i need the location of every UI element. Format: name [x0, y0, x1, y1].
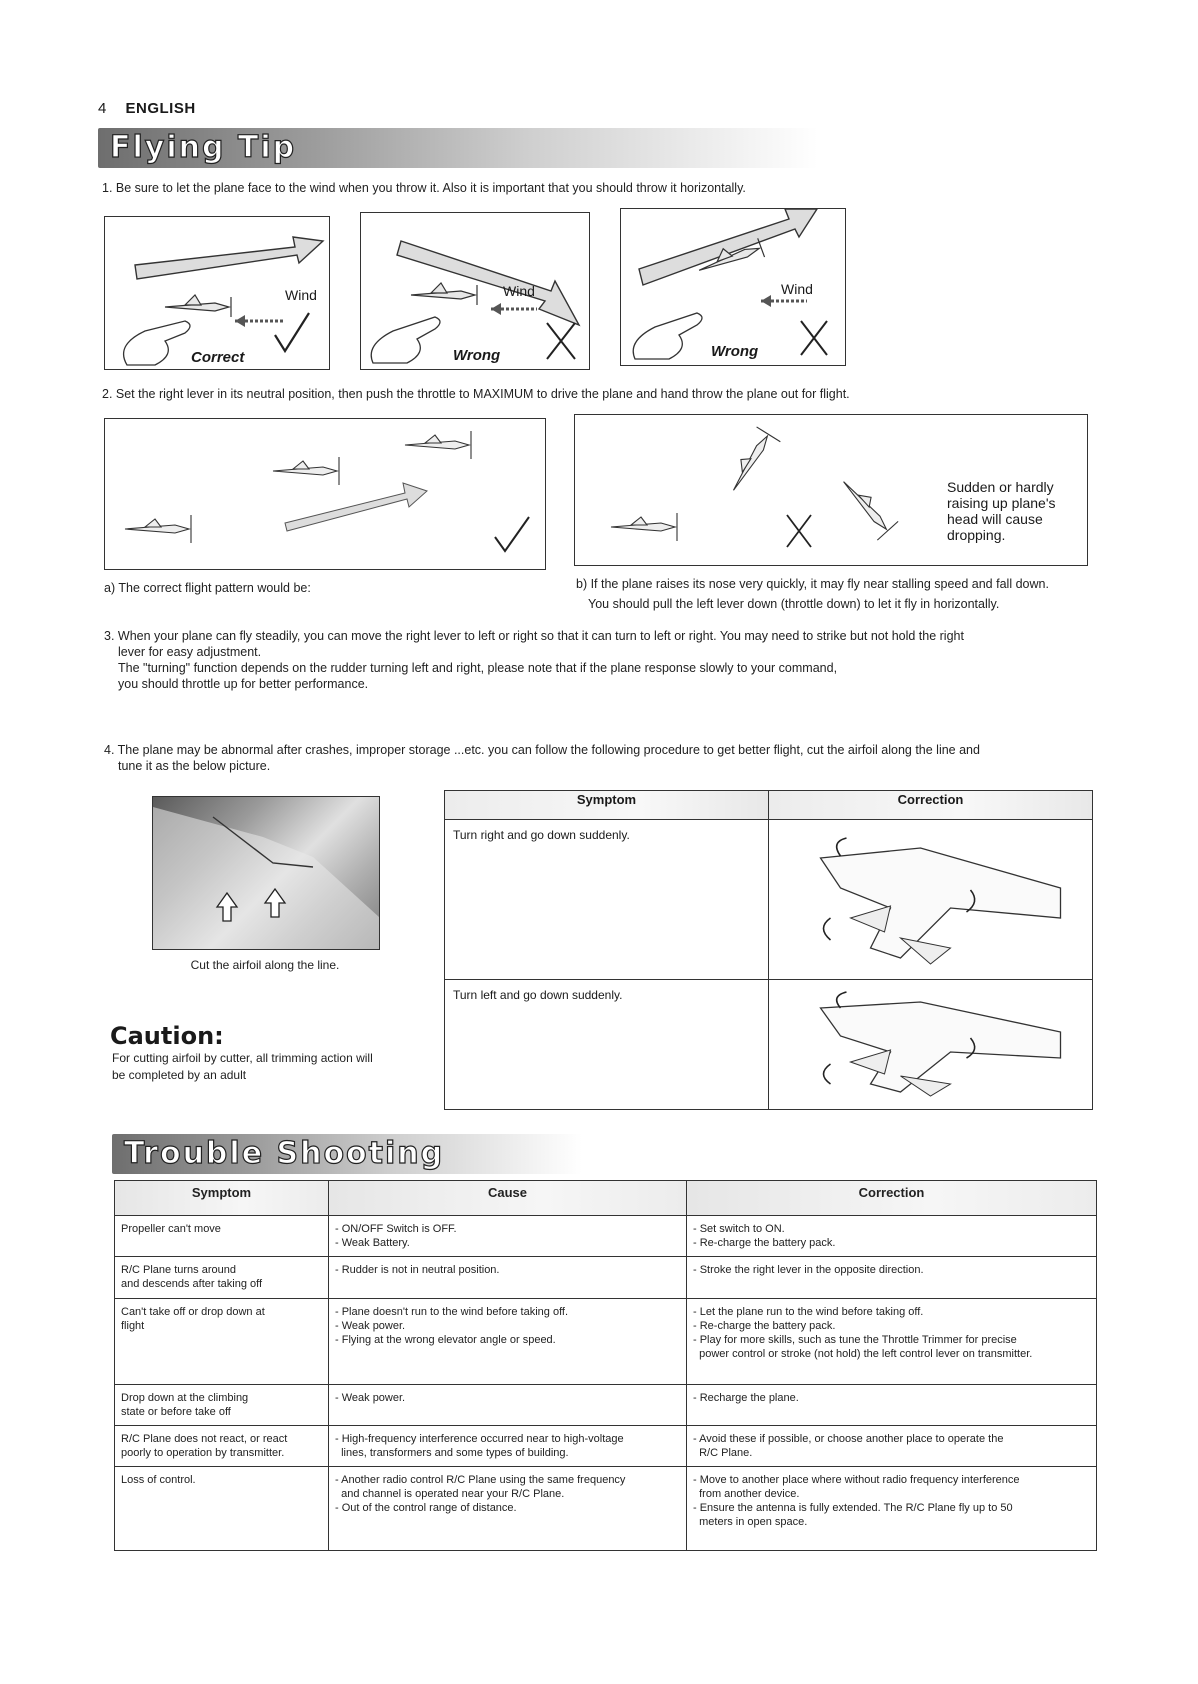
cause-cell	[329, 1216, 687, 1257]
verdict-wrong: Wrong	[711, 343, 759, 360]
column-header-symptom: Symptom	[445, 791, 769, 820]
cause-cell	[329, 1467, 687, 1551]
cell-line: Loss of control.	[121, 1474, 196, 1486]
symptom-cell	[115, 1426, 329, 1467]
cell-line: - Move to another place where without radio frequency interference	[693, 1474, 1020, 1486]
step-1-text: 1. Be sure to let the plane face to the wind when you throw it. Also it is important that you should throw it horizontally.	[102, 181, 746, 195]
cell-line: R/C Plane turns around	[121, 1264, 236, 1276]
cell-line: - Weak Battery.	[335, 1237, 410, 1249]
cell-line: - Play for more skills, such as tune the Throttle Trimmer for precise	[693, 1334, 1017, 1346]
cell-line: - Recharge the plane.	[693, 1392, 799, 1404]
page-header	[98, 100, 196, 117]
cell-line: - Re-charge the battery pack.	[693, 1237, 836, 1249]
caution-title: Caution:	[110, 1022, 224, 1050]
flight-pattern-correct-panel	[104, 418, 546, 570]
table-row	[115, 1467, 1097, 1551]
cell-line: Propeller can't move	[121, 1223, 221, 1235]
throw-illustration-wrong-1	[361, 213, 589, 369]
cell-line: - High-frequency interference occurred near to high-voltage	[335, 1433, 624, 1445]
trim-correction-diagram	[777, 828, 1084, 968]
cell-line: - Rudder is not in neutral position.	[335, 1264, 500, 1276]
step-3-line: 3. When your plane can fly steadily, you can move the right lever to left or right so that it can turn to left or right. You may need to strike but not hold the right	[104, 629, 964, 643]
cell-line: - Flying at the wrong elevator angle or speed.	[335, 1334, 556, 1346]
trouble-shooting-banner	[112, 1134, 582, 1174]
symptom-cell	[115, 1385, 329, 1426]
flight-pattern-wrong-panel	[574, 414, 1088, 566]
throw-panel-correct	[104, 216, 330, 370]
symptom-cell	[115, 1257, 329, 1299]
column-header-correction: Correction	[769, 791, 1093, 820]
stall-warning-note	[947, 479, 1056, 543]
step-4-text	[104, 742, 1104, 774]
column-header-symptom: Symptom	[115, 1181, 329, 1216]
correction-cell	[769, 980, 1093, 1110]
cause-cell	[329, 1426, 687, 1467]
symptom-cell: Turn right and go down suddenly.	[445, 820, 769, 980]
panel-a-caption: a) The correct flight pattern would be:	[104, 581, 311, 595]
cell-line: - Weak power.	[335, 1320, 406, 1332]
table-row	[115, 1299, 1097, 1385]
throw-panel-wrong-2	[620, 208, 846, 366]
cell-line: and channel is operated near your R/C Plane.	[335, 1488, 565, 1500]
cell-line: - Stroke the right lever in the opposite direction.	[693, 1264, 924, 1276]
step-3-line: lever for easy adjustment.	[118, 645, 262, 659]
cell-line: - Set switch to ON.	[693, 1223, 785, 1235]
correction-cell	[687, 1385, 1097, 1426]
cause-cell	[329, 1385, 687, 1426]
cell-line: - Another radio control R/C Plane using the same frequency	[335, 1474, 626, 1486]
cell-line: - Let the plane run to the wind before taking off.	[693, 1306, 924, 1318]
table-row	[115, 1216, 1097, 1257]
symptom-cell: Turn left and go down suddenly.	[445, 980, 769, 1110]
step-4-line: 4. The plane may be abnormal after crashes, improper storage ...etc. you can follow the following procedure to get better flight, cut the airfoil along the line and	[104, 743, 980, 757]
cell-line: power control or stroke (not hold) the left control lever on transmitter.	[693, 1348, 1033, 1360]
cell-line: meters in open space.	[693, 1516, 808, 1528]
table-row	[115, 1257, 1097, 1299]
airfoil-cut-illustration	[153, 797, 379, 949]
cause-cell	[329, 1257, 687, 1299]
trouble-shooting-table	[114, 1180, 1097, 1551]
cell-line: - ON/OFF Switch is OFF.	[335, 1223, 457, 1235]
verdict-wrong: Wrong	[453, 347, 501, 364]
cell-line: Drop down at the climbing	[121, 1392, 249, 1404]
symptom-cell	[115, 1216, 329, 1257]
cell-line: flight	[121, 1320, 145, 1332]
wind-label: Wind	[503, 283, 535, 299]
step-4-line: tune it as the below picture.	[118, 759, 271, 773]
note-line: raising up plane's	[947, 495, 1056, 511]
cell-line: - Ensure the antenna is fully extended. The R/C Plane fly up to 50	[693, 1502, 1013, 1514]
note-line: dropping.	[947, 527, 1006, 543]
cell-line: and descends after taking off	[121, 1278, 263, 1290]
verdict-correct: Correct	[191, 349, 245, 366]
cell-line: - Avoid these if possible, or choose another place to operate the	[693, 1433, 1004, 1445]
cell-line: R/C Plane does not react, or react	[121, 1433, 288, 1445]
caution-line: be completed by an adult	[112, 1068, 247, 1082]
correction-cell	[687, 1216, 1097, 1257]
caution-text	[112, 1050, 373, 1084]
correction-cell	[687, 1257, 1097, 1299]
cell-line: poorly to operation by transmitter.	[121, 1447, 285, 1459]
cell-line: R/C Plane.	[693, 1447, 753, 1459]
column-header-cause: Cause	[329, 1181, 687, 1216]
trouble-shooting-title: Trouble Shooting	[124, 1136, 445, 1171]
correction-cell	[769, 820, 1093, 980]
symptom-cell	[115, 1299, 329, 1385]
cell-line: - Out of the control range of distance.	[335, 1502, 517, 1514]
correction-cell	[687, 1299, 1097, 1385]
step-3-text	[104, 628, 1104, 692]
table-row	[115, 1426, 1097, 1467]
cell-line: - Re-charge the battery pack.	[693, 1320, 836, 1332]
table-header-row	[445, 791, 1093, 820]
trim-correction-table	[444, 790, 1093, 1110]
cell-line: Can't take off or drop down at	[121, 1306, 265, 1318]
flight-pattern-correct-illustration	[105, 419, 545, 569]
trim-correction-diagram	[777, 988, 1084, 1098]
note-line: Sudden or hardly	[947, 479, 1054, 495]
column-header-correction: Correction	[687, 1181, 1097, 1216]
page-number: 4	[98, 100, 107, 117]
cell-line: from another device.	[693, 1488, 800, 1500]
correction-cell	[687, 1426, 1097, 1467]
cell-line: state or before take off	[121, 1406, 231, 1418]
table-row	[115, 1385, 1097, 1426]
cell-line: - Plane doesn't run to the wind before taking off.	[335, 1306, 569, 1318]
table-header-row	[115, 1181, 1097, 1216]
cell-line: lines, transformers and some types of building.	[335, 1447, 569, 1459]
caption-line: You should pull the left lever down (throttle down) to let it fly in horizontally.	[588, 597, 1000, 611]
flying-tip-banner	[98, 128, 818, 168]
note-line: head will cause	[947, 511, 1043, 527]
symptom-cell	[115, 1467, 329, 1551]
step-3-line: you should throttle up for better performance.	[118, 677, 369, 691]
throw-panel-wrong-1	[360, 212, 590, 370]
step-3-line: The "turning" function depends on the rudder turning left and right, please note that if the plane response slowly to your command,	[118, 661, 838, 675]
cause-cell	[329, 1299, 687, 1385]
flying-tip-title: Flying Tip	[110, 130, 297, 165]
panel-b-caption	[576, 574, 1116, 614]
step-2-text: 2. Set the right lever in its neutral position, then push the throttle to MAXIMUM to drive the plane and hand throw the plane out for flight.	[102, 387, 850, 401]
table-row	[445, 820, 1093, 980]
photo-caption: Cut the airfoil along the line.	[190, 958, 340, 972]
caution-line: For cutting airfoil by cutter, all trimming action will	[112, 1051, 373, 1065]
wind-label: Wind	[285, 287, 317, 303]
wind-label: Wind	[781, 281, 813, 297]
table-row	[445, 980, 1093, 1110]
correction-cell	[687, 1467, 1097, 1551]
caption-line: b) If the plane raises its nose very quickly, it may fly near stalling speed and fall down.	[576, 577, 1049, 591]
airfoil-photo	[152, 796, 380, 950]
cell-line: - Weak power.	[335, 1392, 406, 1404]
page-language: ENGLISH	[125, 100, 196, 117]
